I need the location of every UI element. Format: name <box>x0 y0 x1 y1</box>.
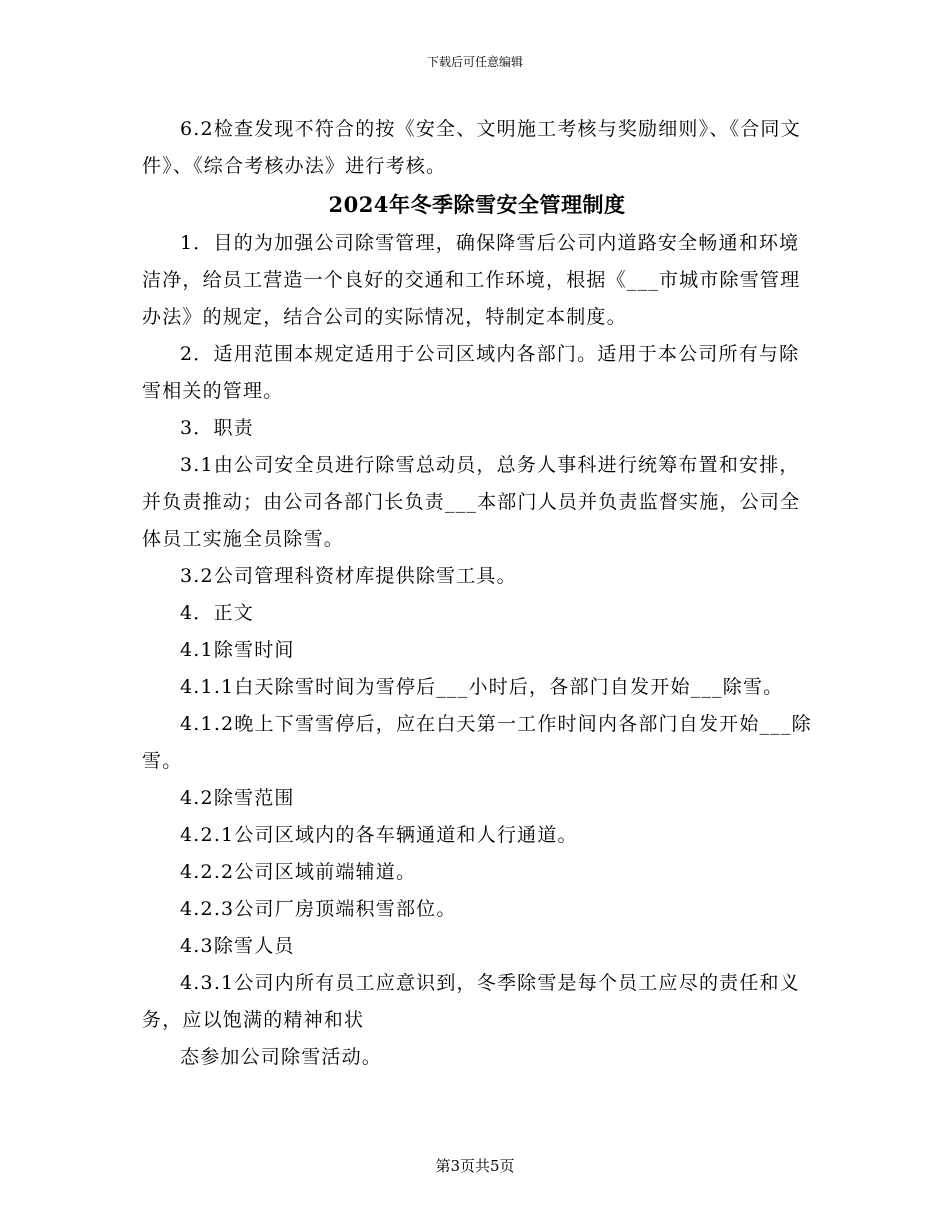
paragraph-4-2: 4.2除雪范围 <box>180 787 295 809</box>
paragraph-4-1: 4.1除雪时间 <box>180 639 295 661</box>
paragraph-4-body: 4．正文 <box>180 602 254 624</box>
paragraph-1-purpose: 1．目的为加强公司除雪管理，确保降雪后公司内道路安全畅通和环境洁净，给员工营造一个良好的交通和工作环境，根据《___市城市除雪管理办法》的规定，结合公司的实际情况，特制定本制度。 <box>142 232 801 328</box>
paragraph-4-3: 4.3除雪人员 <box>180 935 295 957</box>
paragraph-4-2-1: 4.2.1公司区域内的各车辆通道和人行通道。 <box>180 824 578 846</box>
paragraph-4-2-2: 4.2.2公司区域前端辅道。 <box>180 861 417 883</box>
paragraph-6-2: 6.2检查发现不符合的按《安全、文明施工考核与奖励细则》、《合同文件》、《综合考核办法》进行考核。 <box>142 118 801 177</box>
paragraph-4-3-1-continued: 态参加公司除雪活动。 <box>180 1046 383 1068</box>
document-title: 2024年冬季除雪安全管理制度 <box>328 192 626 217</box>
paragraph-4-2-3: 4.2.3公司厂房顶端积雪部位。 <box>180 898 457 920</box>
paragraph-3-duties: 3．职责 <box>180 417 254 439</box>
page-footer: 第3页共5页 <box>435 1157 515 1175</box>
paragraph-3-1: 3.1由公司安全员进行除雪总动员，总务人事科进行统筹布置和安排，并负责推动；由公司各部门长负责___本部门人员并负责监督实施，公司全体员工实施全员除雪。 <box>142 454 801 550</box>
paragraph-4-3-1: 4.3.1公司内所有员工应意识到，冬季除雪是每个员工应尽的责任和义务，应以饱满的精神和状 <box>142 972 800 1031</box>
page-header: 下载后可任意编辑 <box>426 55 523 69</box>
paragraph-2-scope: 2．适用范围本规定适用于公司区域内各部门。适用于本公司所有与除雪相关的管理。 <box>142 343 800 402</box>
paragraph-3-2: 3.2公司管理科资材库提供除雪工具。 <box>180 565 517 587</box>
paragraph-4-1-1: 4.1.1白天除雪时间为雪停后___小时后，各部门自发开始___除雪。 <box>180 676 784 698</box>
paragraph-4-1-2: 4.1.2晚上下雪雪停后，应在白天第一工作时间内各部门自发开始___除雪。 <box>142 713 812 772</box>
document-body <box>142 111 812 1076</box>
